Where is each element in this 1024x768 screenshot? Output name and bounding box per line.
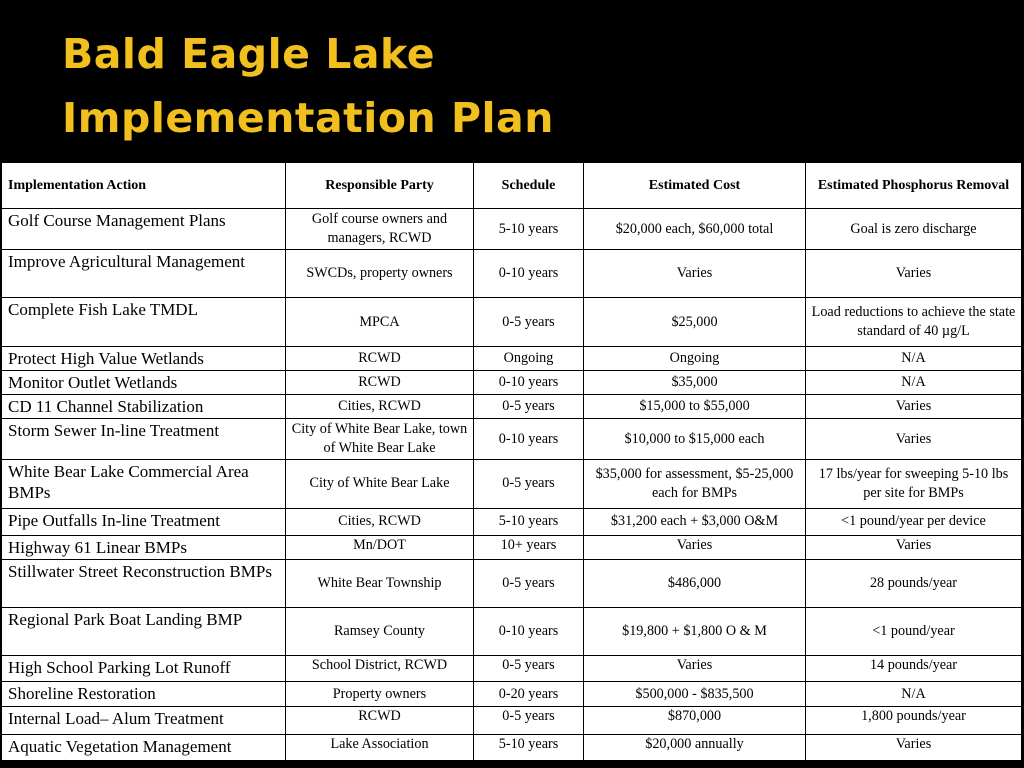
cell-phosphorus-removal: 17 lbs/year for sweeping 5-10 lbs per site for BMPs xyxy=(806,460,1022,508)
table-row xyxy=(2,346,1022,370)
cell-responsible-party: Property owners xyxy=(286,682,474,706)
cell-schedule: 0-5 years xyxy=(474,656,584,682)
cell-phosphorus-removal: N/A xyxy=(806,682,1022,706)
cell-action: Complete Fish Lake TMDL xyxy=(2,298,286,346)
table-row xyxy=(2,370,1022,394)
table-row xyxy=(2,419,1022,460)
cell-schedule: 0-5 years xyxy=(474,706,584,734)
cell-schedule: 0-5 years xyxy=(474,559,584,607)
table-row xyxy=(2,535,1022,559)
cell-estimated-cost: $19,800 + $1,800 O & M xyxy=(584,608,806,656)
cell-responsible-party: Mn/DOT xyxy=(286,535,474,559)
implementation-table-container xyxy=(1,162,1021,761)
cell-phosphorus-removal: N/A xyxy=(806,346,1022,370)
header-responsible-party: Responsible Party xyxy=(286,163,474,209)
cell-phosphorus-removal: Varies xyxy=(806,419,1022,460)
cell-responsible-party: City of White Bear Lake, town of White Bear Lake xyxy=(286,419,474,460)
table-row xyxy=(2,559,1022,607)
cell-schedule: 0-20 years xyxy=(474,682,584,706)
cell-estimated-cost: $870,000 xyxy=(584,706,806,734)
cell-responsible-party: Golf course owners and managers, RCWD xyxy=(286,209,474,250)
cell-estimated-cost: $15,000 to $55,000 xyxy=(584,394,806,418)
header-implementation-action: Implementation Action xyxy=(2,163,286,209)
cell-estimated-cost: $35,000 xyxy=(584,370,806,394)
cell-phosphorus-removal: Varies xyxy=(806,535,1022,559)
cell-estimated-cost: $500,000 - $835,500 xyxy=(584,682,806,706)
cell-phosphorus-removal: 28 pounds/year xyxy=(806,559,1022,607)
cell-schedule: 0-10 years xyxy=(474,419,584,460)
cell-estimated-cost: Varies xyxy=(584,250,806,298)
cell-phosphorus-removal: 14 pounds/year xyxy=(806,656,1022,682)
table-row xyxy=(2,250,1022,298)
implementation-plan-table xyxy=(1,162,1022,761)
cell-responsible-party: Cities, RCWD xyxy=(286,508,474,535)
cell-action: Improve Agricultural Management xyxy=(2,250,286,298)
cell-schedule: 0-10 years xyxy=(474,370,584,394)
cell-responsible-party: City of White Bear Lake xyxy=(286,460,474,508)
cell-action: Internal Load– Alum Treatment xyxy=(2,706,286,734)
cell-phosphorus-removal: N/A xyxy=(806,370,1022,394)
cell-responsible-party: SWCDs, property owners xyxy=(286,250,474,298)
table-row xyxy=(2,682,1022,706)
cell-schedule: 0-5 years xyxy=(474,298,584,346)
cell-schedule: 0-10 years xyxy=(474,250,584,298)
cell-phosphorus-removal: 1,800 pounds/year xyxy=(806,706,1022,734)
cell-estimated-cost: $31,200 each + $3,000 O&M xyxy=(584,508,806,535)
cell-action: Monitor Outlet Wetlands xyxy=(2,370,286,394)
cell-responsible-party: Cities, RCWD xyxy=(286,394,474,418)
cell-schedule: 0-10 years xyxy=(474,608,584,656)
cell-estimated-cost: $25,000 xyxy=(584,298,806,346)
table-row xyxy=(2,734,1022,760)
cell-responsible-party: White Bear Township xyxy=(286,559,474,607)
cell-action: Regional Park Boat Landing BMP xyxy=(2,608,286,656)
table-row xyxy=(2,460,1022,508)
table-row xyxy=(2,608,1022,656)
table-row xyxy=(2,706,1022,734)
table-row xyxy=(2,656,1022,682)
cell-schedule: 5-10 years xyxy=(474,508,584,535)
cell-schedule: 5-10 years xyxy=(474,209,584,250)
cell-schedule: 0-5 years xyxy=(474,394,584,418)
cell-action: Protect High Value Wetlands xyxy=(2,346,286,370)
cell-phosphorus-removal: Varies xyxy=(806,394,1022,418)
cell-action: Aquatic Vegetation Management xyxy=(2,734,286,760)
cell-phosphorus-removal: Varies xyxy=(806,734,1022,760)
header-schedule: Schedule xyxy=(474,163,584,209)
cell-phosphorus-removal: <1 pound/year per device xyxy=(806,508,1022,535)
table-row xyxy=(2,298,1022,346)
cell-estimated-cost: Varies xyxy=(584,656,806,682)
cell-responsible-party: Lake Association xyxy=(286,734,474,760)
slide-title-line-2: Implementation Plan xyxy=(62,94,554,142)
cell-schedule: Ongoing xyxy=(474,346,584,370)
cell-action: Shoreline Restoration xyxy=(2,682,286,706)
cell-responsible-party: RCWD xyxy=(286,370,474,394)
cell-action: Stillwater Street Reconstruction BMPs xyxy=(2,559,286,607)
cell-estimated-cost: $10,000 to $15,000 each xyxy=(584,419,806,460)
cell-schedule: 5-10 years xyxy=(474,734,584,760)
table-row xyxy=(2,209,1022,250)
cell-responsible-party: School District, RCWD xyxy=(286,656,474,682)
cell-schedule: 10+ years xyxy=(474,535,584,559)
cell-phosphorus-removal: <1 pound/year xyxy=(806,608,1022,656)
cell-responsible-party: RCWD xyxy=(286,346,474,370)
cell-phosphorus-removal: Goal is zero discharge xyxy=(806,209,1022,250)
table-row xyxy=(2,508,1022,535)
slide-title xyxy=(62,22,554,150)
cell-schedule: 0-5 years xyxy=(474,460,584,508)
header-estimated-cost: Estimated Cost xyxy=(584,163,806,209)
cell-responsible-party: MPCA xyxy=(286,298,474,346)
cell-estimated-cost: $20,000 each, $60,000 total xyxy=(584,209,806,250)
cell-action: Storm Sewer In-line Treatment xyxy=(2,419,286,460)
slide-title-line-1: Bald Eagle Lake xyxy=(62,30,436,78)
header-phosphorus-removal: Estimated Phosphorus Removal xyxy=(806,163,1022,209)
cell-action: High School Parking Lot Runoff xyxy=(2,656,286,682)
cell-estimated-cost: $486,000 xyxy=(584,559,806,607)
cell-responsible-party: RCWD xyxy=(286,706,474,734)
cell-estimated-cost: Varies xyxy=(584,535,806,559)
cell-action: CD 11 Channel Stabilization xyxy=(2,394,286,418)
table-header-row xyxy=(2,163,1022,209)
cell-action: White Bear Lake Commercial Area BMPs xyxy=(2,460,286,508)
cell-action: Highway 61 Linear BMPs xyxy=(2,535,286,559)
cell-action: Pipe Outfalls In-line Treatment xyxy=(2,508,286,535)
cell-estimated-cost: $20,000 annually xyxy=(584,734,806,760)
cell-phosphorus-removal: Load reductions to achieve the state standard of 40 µg/L xyxy=(806,298,1022,346)
cell-action: Golf Course Management Plans xyxy=(2,209,286,250)
table-row xyxy=(2,394,1022,418)
cell-phosphorus-removal: Varies xyxy=(806,250,1022,298)
cell-responsible-party: Ramsey County xyxy=(286,608,474,656)
cell-estimated-cost: $35,000 for assessment, $5-25,000 each for BMPs xyxy=(584,460,806,508)
cell-estimated-cost: Ongoing xyxy=(584,346,806,370)
